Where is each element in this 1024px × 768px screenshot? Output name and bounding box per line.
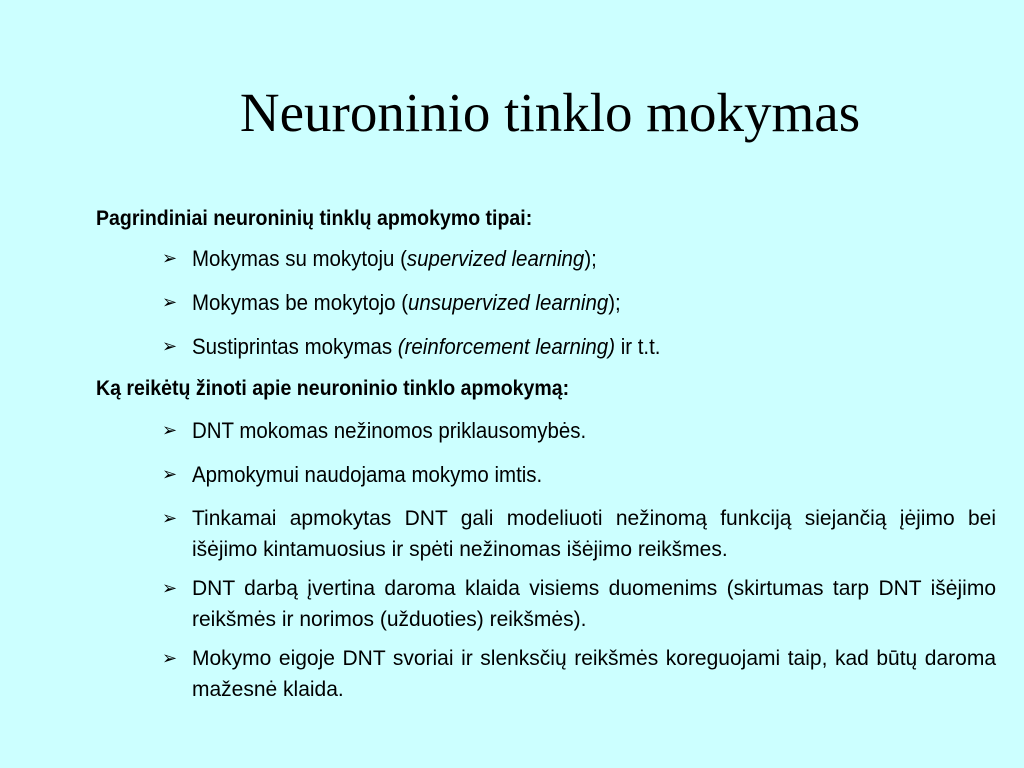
arrowhead-bullet-icon: ➢ <box>162 336 178 357</box>
list-item-text: DNT darbą įvertina daroma klaida visiems duomenims (skirtumas tarp DNT išėjimo reikšmės ir norimos (užduoties) reikšmės). <box>192 577 996 631</box>
arrowhead-bullet-icon: ➢ <box>162 292 178 313</box>
list-item <box>96 415 996 446</box>
what-to-know-list <box>96 415 996 705</box>
list-item <box>96 573 996 635</box>
arrowhead-bullet-icon: ➢ <box>162 648 178 669</box>
list-item-text: Mokymas be mokytojo (unsupervized learning); <box>192 290 621 315</box>
slide-content <box>96 205 996 713</box>
arrowhead-bullet-icon: ➢ <box>162 578 178 599</box>
arrowhead-bullet-icon: ➢ <box>162 508 178 529</box>
list-item-text: Mokymas su mokytoju (supervized learning); <box>192 246 597 271</box>
list-item <box>96 643 996 705</box>
list-item <box>96 459 996 490</box>
list-item <box>96 287 996 318</box>
list-item-text: Apmokymui naudojama mokymo imtis. <box>192 462 543 487</box>
list-item-text: DNT mokomas nežinomos priklausomybės. <box>192 418 587 443</box>
section-heading-training-types: Pagrindiniai neuroninių tinklų apmokymo tipai: <box>96 207 533 230</box>
training-types-list <box>96 243 996 362</box>
list-item-text: Tinkamai apmokytas DNT gali modeliuoti nežinomą funkciją siejančią įėjimo bei išėjimo kintamuosius ir spėti nežinomas išėjimo reikšmes. <box>192 507 996 561</box>
section-heading-what-to-know: Ką reikėtų žinoti apie neuroninio tinklo apmokymą: <box>96 377 570 400</box>
arrowhead-bullet-icon: ➢ <box>162 420 178 441</box>
list-item <box>96 243 996 274</box>
list-item <box>96 503 996 565</box>
list-item-text: Sustiprintas mokymas (reinforcement learning) ir t.t. <box>192 334 661 359</box>
list-item <box>96 331 996 362</box>
slide-title: Neuroninio tinklo mokymas <box>239 82 861 143</box>
arrowhead-bullet-icon: ➢ <box>162 464 178 485</box>
list-item-text: Mokymo eigoje DNT svoriai ir slenksčių reikšmės koreguojami taip, kad būtų daroma mažesnė klaida. <box>192 647 996 701</box>
arrowhead-bullet-icon: ➢ <box>162 248 178 269</box>
